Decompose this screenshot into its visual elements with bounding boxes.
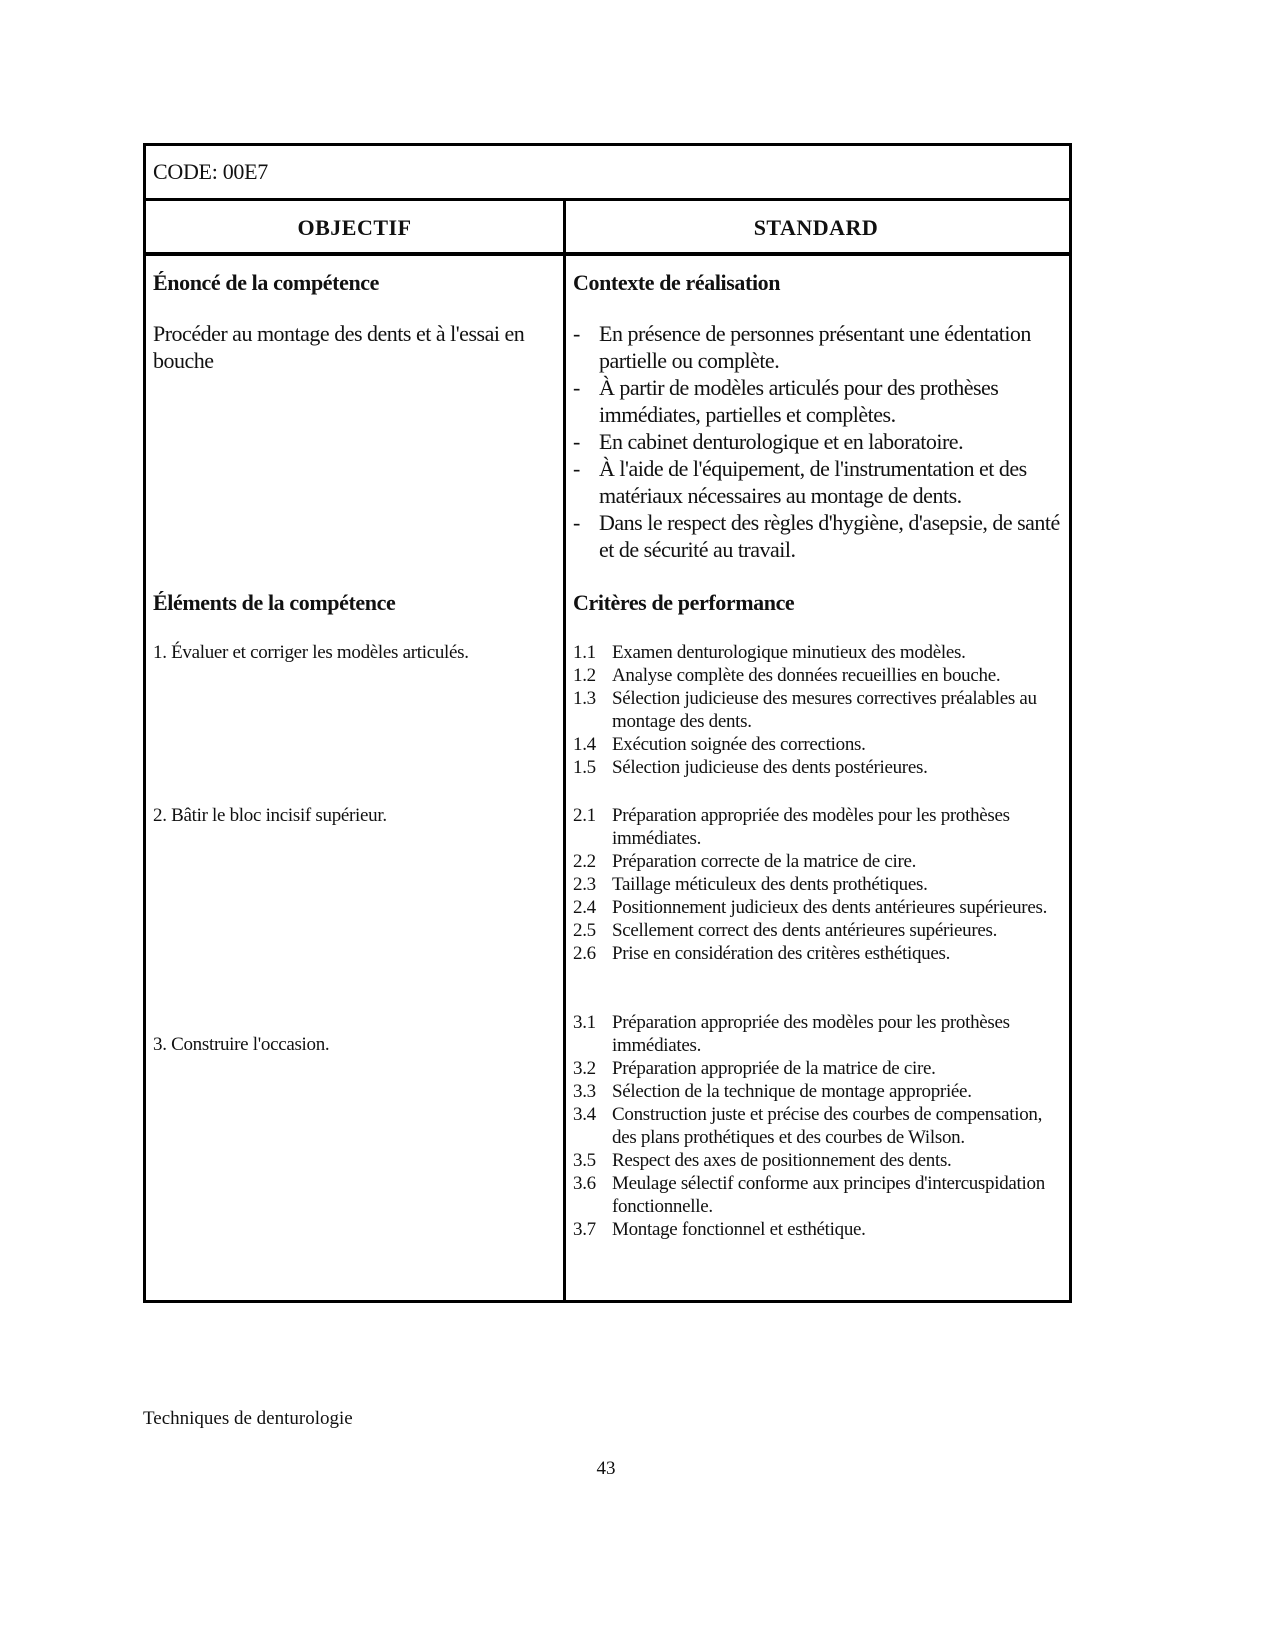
criterion-text: Sélection de la technique de montage appropriée. <box>612 1081 972 1102</box>
criterion-number: 2.5 <box>573 920 596 941</box>
contexte-item <box>573 320 1063 374</box>
criterion-number: 2.4 <box>573 897 596 918</box>
criterion-number: 3.6 <box>573 1173 596 1194</box>
page-number: 43 <box>596 1458 616 1479</box>
header-objectif: OBJECTIF <box>297 215 412 240</box>
element-2: 2. Bâtir le bloc incisif supérieur. <box>153 805 387 826</box>
criterion-item <box>573 919 1068 942</box>
criterion-text: Montage fonctionnel et esthétique. <box>612 1219 866 1240</box>
criterion-item <box>573 1172 1068 1218</box>
criterion-number: 3.3 <box>573 1081 596 1102</box>
criteria-list-1 <box>573 641 1068 779</box>
criterion-item <box>573 873 1068 896</box>
criterion-text: Préparation appropriée de la matrice de cire. <box>612 1058 936 1079</box>
criterion-text: Préparation appropriée des modèles pour les prothèses immédiates. <box>612 1012 1010 1056</box>
enonce-title: Énoncé de la compétence <box>153 270 380 295</box>
criterion-text: Meulage sélectif conforme aux principes d'intercuspidation fonctionnelle. <box>612 1173 1045 1217</box>
criterion-item <box>573 1080 1068 1103</box>
criterion-number: 3.2 <box>573 1058 596 1079</box>
criterion-item <box>573 850 1068 873</box>
criterion-item <box>573 896 1068 919</box>
bullet-dash: - <box>573 321 580 346</box>
criterion-text: Sélection judicieuse des dents postérieures. <box>612 757 928 778</box>
criterion-number: 3.1 <box>573 1012 596 1033</box>
criterion-number: 1.5 <box>573 757 596 778</box>
criterion-text: Analyse complète des données recueillies en bouche. <box>612 665 1001 686</box>
criterion-number: 3.7 <box>573 1219 596 1240</box>
column-divider <box>563 200 566 1300</box>
bullet-dash: - <box>573 375 580 400</box>
criterion-text: Exécution soignée des corrections. <box>612 734 866 755</box>
bullet-dash: - <box>573 456 580 481</box>
criterion-item <box>573 1149 1068 1172</box>
criteria-list-2 <box>573 804 1068 965</box>
criterion-text: Taillage méticuleux des dents prothétiques. <box>612 874 928 895</box>
criterion-number: 1.2 <box>573 665 596 686</box>
criterion-item <box>573 641 1068 664</box>
contexte-item-text: À partir de modèles articulés pour des prothèses immédiates, partielles et complètes. <box>599 375 999 427</box>
criterion-item <box>573 1103 1068 1149</box>
criterion-number: 1.1 <box>573 642 596 663</box>
criterion-text: Sélection judicieuse des mesures correctives préalables au montage des dents. <box>612 688 1037 732</box>
criterion-text: Respect des axes de positionnement des dents. <box>612 1150 952 1171</box>
contexte-list <box>573 320 1063 563</box>
criterion-number: 2.1 <box>573 805 596 826</box>
contexte-item <box>573 428 1063 455</box>
bullet-dash: - <box>573 429 580 454</box>
element-1: 1. Évaluer et corriger les modèles articulés. <box>153 642 469 663</box>
criterion-item <box>573 664 1068 687</box>
code-label: CODE: 00E7 <box>153 159 268 184</box>
contexte-item <box>573 509 1063 563</box>
header-standard: STANDARD <box>753 215 879 240</box>
criterion-item <box>573 1011 1068 1057</box>
contexte-item-text: À l'aide de l'équipement, de l'instrumentation et des matériaux nécessaires au montage de dents. <box>599 456 1027 508</box>
criterion-number: 2.6 <box>573 943 596 964</box>
criterion-text: Scellement correct des dents antérieures supérieures. <box>612 920 998 941</box>
criterion-text: Préparation appropriée des modèles pour les prothèses immédiates. <box>612 805 1010 849</box>
criterion-item <box>573 756 1068 779</box>
criterion-number: 2.3 <box>573 874 596 895</box>
criterion-item <box>573 942 1068 965</box>
criterion-item <box>573 804 1068 850</box>
contexte-item-text: Dans le respect des règles d'hygiène, d'asepsie, de santé et de sécurité au travail. <box>599 510 1060 562</box>
criterion-item <box>573 733 1068 756</box>
criteres-title: Critères de performance <box>573 590 795 615</box>
criterion-text: Positionnement judicieux des dents antérieures supérieures. <box>612 897 1048 918</box>
bullet-dash: - <box>573 510 580 535</box>
criterion-text: Prise en considération des critères esthétiques. <box>612 943 951 964</box>
criterion-number: 1.3 <box>573 688 596 709</box>
footer-title: Techniques de denturologie <box>143 1408 353 1429</box>
contexte-title: Contexte de réalisation <box>573 270 781 295</box>
criterion-text: Préparation correcte de la matrice de cire. <box>612 851 917 872</box>
criterion-number: 2.2 <box>573 851 596 872</box>
contexte-item <box>573 455 1063 509</box>
divider <box>146 252 1069 256</box>
contexte-item-text: En présence de personnes présentant une édentation partielle ou complète. <box>599 321 1031 373</box>
criterion-item <box>573 687 1068 733</box>
criterion-number: 3.4 <box>573 1104 596 1125</box>
contexte-item <box>573 374 1063 428</box>
criteria-list-3 <box>573 1011 1068 1241</box>
contexte-item-text: En cabinet denturologique et en laboratoire. <box>599 429 964 454</box>
enonce-text: Procéder au montage des dents et à l'essai en bouche <box>153 321 525 373</box>
criterion-text: Examen denturologique minutieux des modèles. <box>612 642 966 663</box>
criterion-item <box>573 1057 1068 1080</box>
criterion-number: 1.4 <box>573 734 596 755</box>
elements-title: Éléments de la compétence <box>153 590 396 615</box>
element-3: 3. Construire l'occasion. <box>153 1034 330 1055</box>
criterion-item <box>573 1218 1068 1241</box>
criterion-number: 3.5 <box>573 1150 596 1171</box>
divider <box>146 198 1069 201</box>
criterion-text: Construction juste et précise des courbes de compensation, des plans prothétiques et des courbes de Wilson. <box>612 1104 1043 1148</box>
